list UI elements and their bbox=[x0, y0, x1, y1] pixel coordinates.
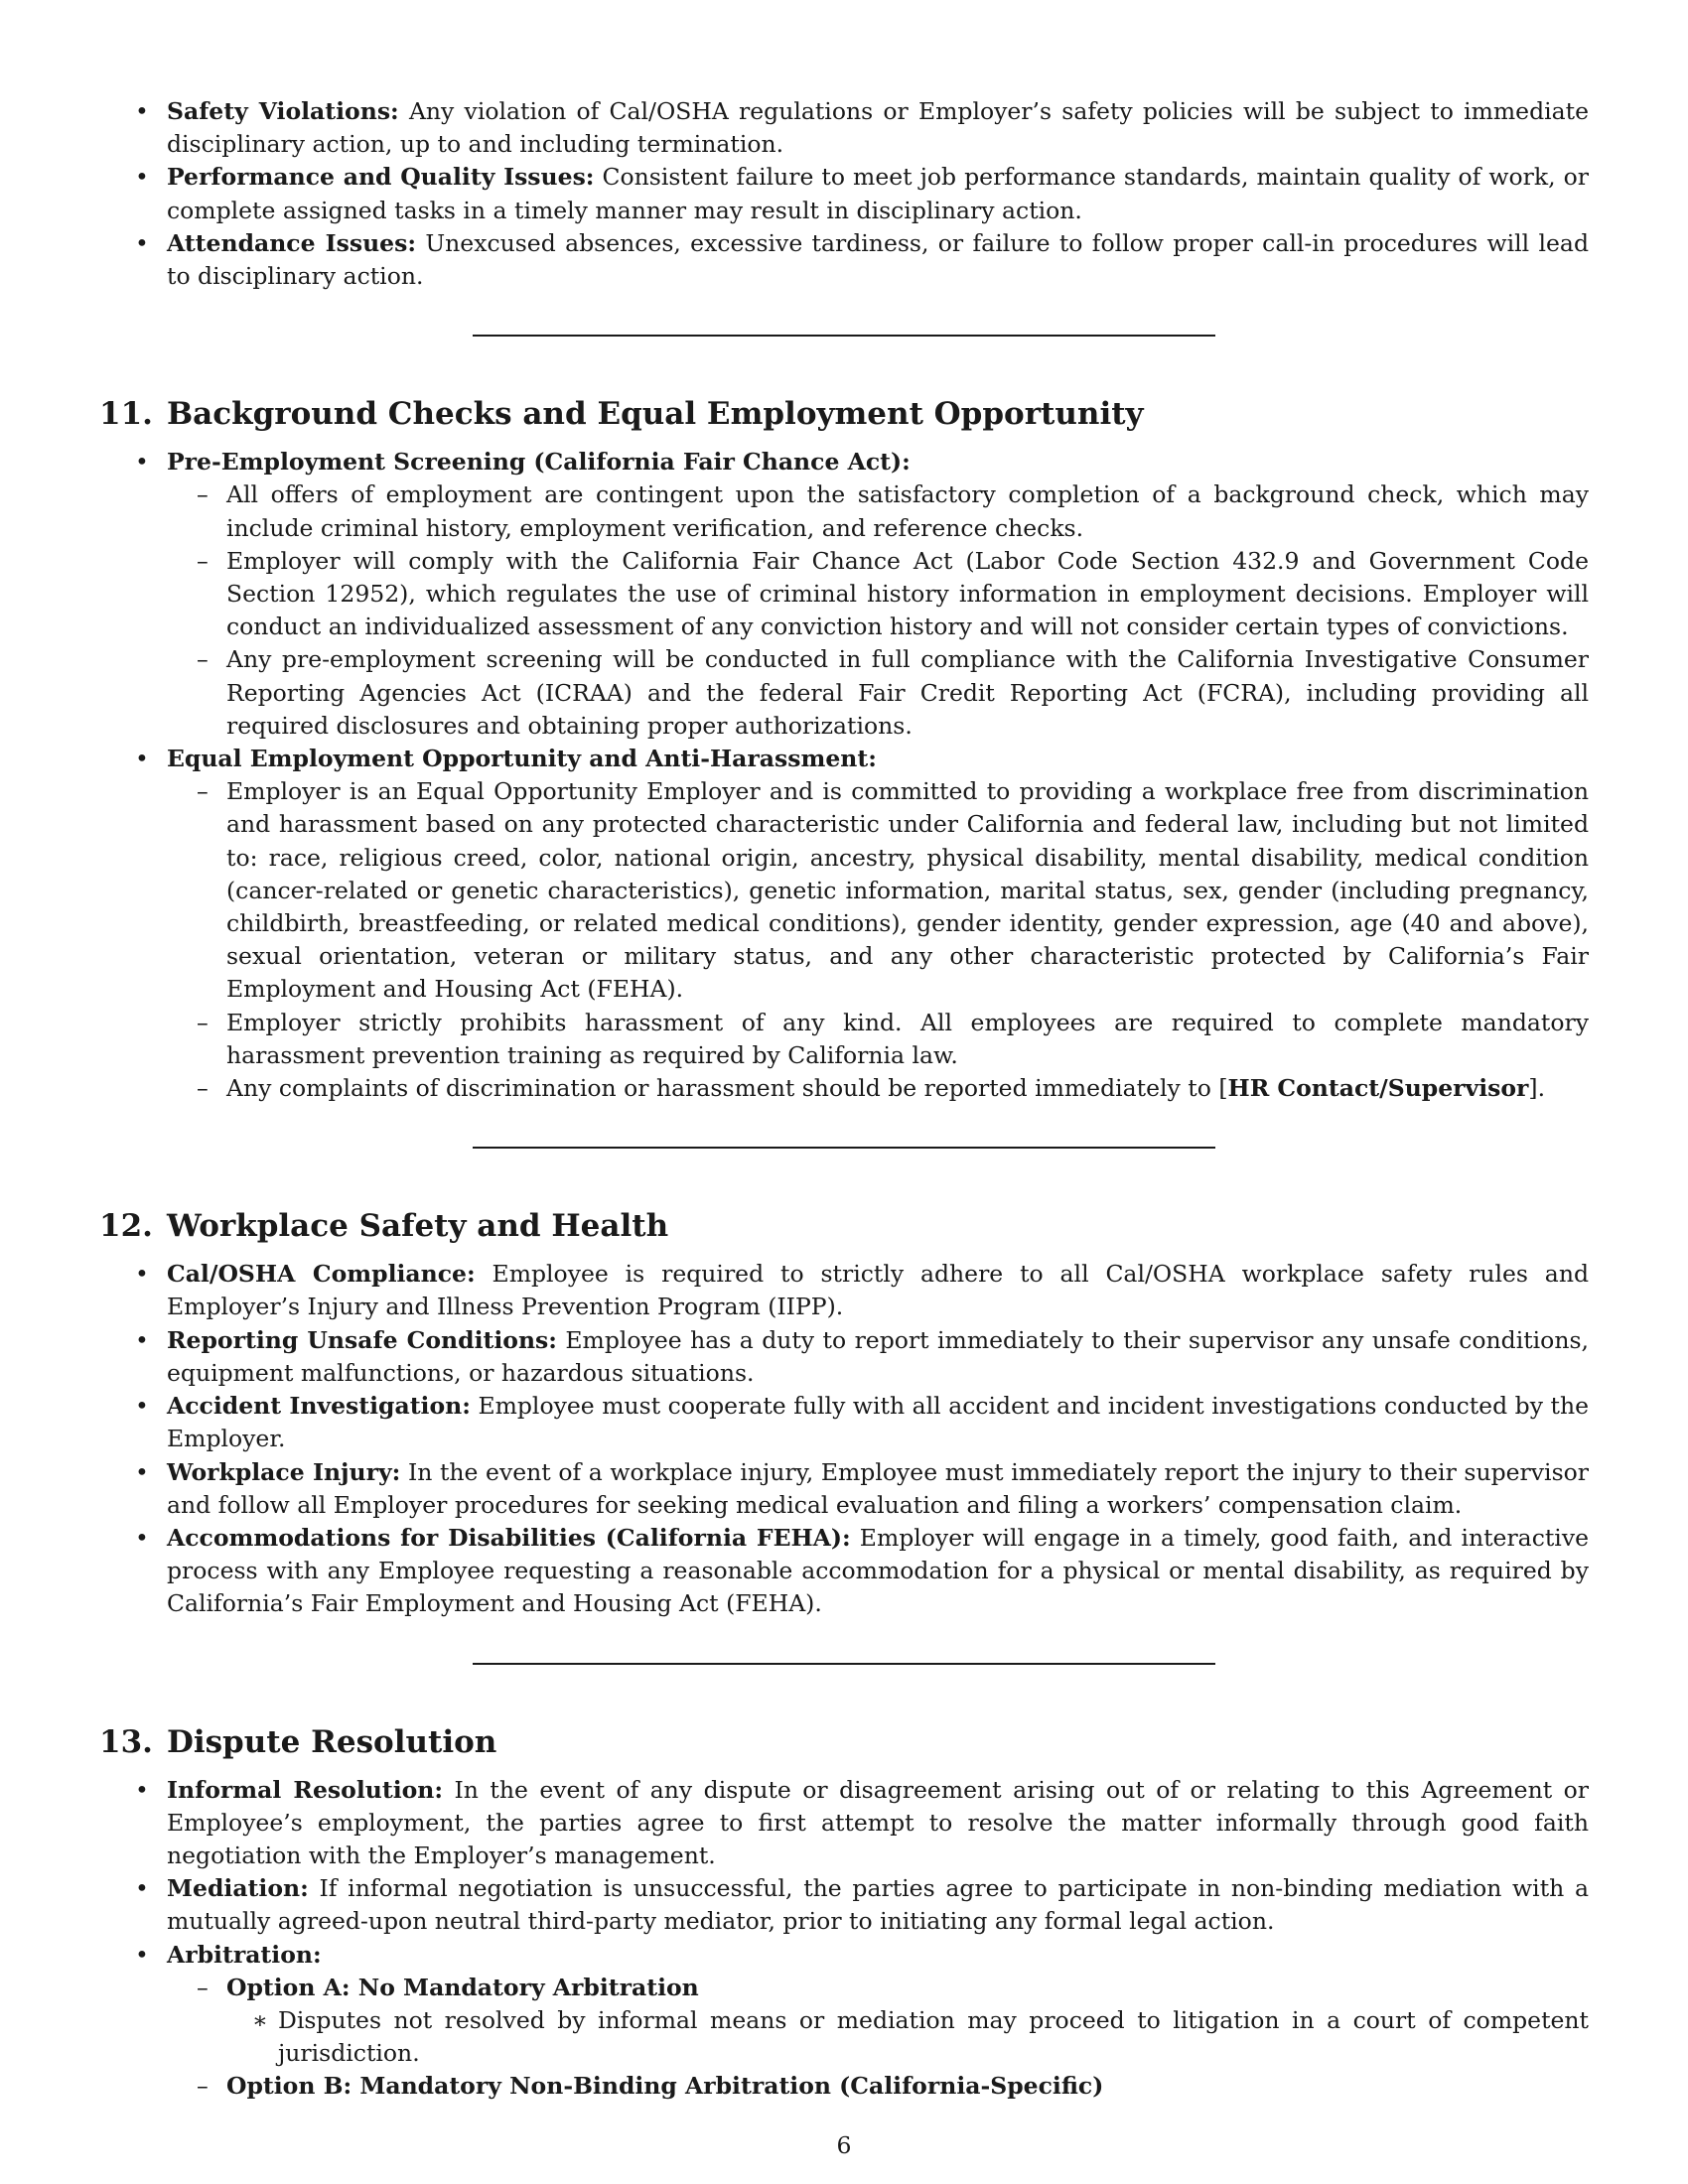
list-item: • Safety Violations: Any violation of Cal/OSHA regulations or Employer’s safety policies will be subject to immediate disciplinary action, up to and including termination. bbox=[99, 95, 1589, 161]
list-item: • Mediation: If informal negotiation is unsuccessful, the parties agree to participate in non-binding mediation with a mutually agreed-upon neutral third-party mediator, prior to initiating any formal legal action. bbox=[99, 1872, 1589, 1938]
sub-list-item: – Option B: Mandatory Non-Binding Arbitration (California-Specific) bbox=[167, 2070, 1589, 2103]
list-item: • Performance and Quality Issues: Consistent failure to meet job performance standards, maintain quality of work, or complete assigned tasks in a timely manner may result in disciplinary action. bbox=[99, 161, 1589, 226]
section-13-list bbox=[99, 1774, 1589, 2104]
sub-list-item: – Employer strictly prohibits harassment of any kind. All employees are required to complete mandatory harassment prevention training as required by California law. bbox=[167, 1007, 1589, 1072]
list-item: • Accident Investigation: Employee must cooperate fully with all accident and incident investigations conducted by the Employer. bbox=[99, 1390, 1589, 1455]
list-item: • Cal/OSHA Compliance: Employee is required to strictly adhere to all Cal/OSHA workplace safety rules and Employer’s Injury and Illness Prevention Program (IIPP). bbox=[99, 1258, 1589, 1323]
sub-list-item: – Any pre-employment screening will be conducted in full compliance with the California Investigative Consumer Reporting Agencies Act (ICRAA) and the federal Fair Credit Reporting Act (FCRA), including providing all required disclosures and obtaining proper authorizations. bbox=[167, 643, 1589, 743]
sub-list-item: – Employer is an Equal Opportunity Employer and is committed to providing a workplace free from discrimination and harassment based on any protected characteristic under California and federal law, including but not limited to: race, religious creed, color, national origin, ancestry, physical disability, mental disability, medical condition (cancer-related or genetic characteristics), genetic information, marital status, sex, gender (including pregnancy, childbirth, breastfeeding, or related medical conditions), gender identity, gender expression, age (40 and above), sexual orientation, veteran or military status, and any other characteristic protected by California’s Fair Employment and Housing Act (FEHA). bbox=[167, 775, 1589, 1006]
section-divider bbox=[473, 1663, 1215, 1665]
sub-list-item: – Employer will comply with the California Fair Chance Act (Labor Code Section 432.9 and Government Code Section 12952), which regulates the use of criminal history information in employment decisions. Employer will conduct an individualized assessment of any conviction history and will not consider certain types of convictions. bbox=[167, 545, 1589, 644]
list-item: • Reporting Unsafe Conditions: Employee has a duty to report immediately to their supervisor any unsafe conditions, equipment malfunctions, or hazardous situations. bbox=[99, 1324, 1589, 1390]
list-item: • Informal Resolution: In the event of any dispute or disagreement arising out of or relating to this Agreement or Employee’s employment, the parties agree to first attempt to resolve the matter informally through good faith negotiation with the Employer’s management. bbox=[99, 1774, 1589, 1873]
section-heading-13: 13. Dispute Resolution bbox=[99, 1723, 497, 1760]
section-11-list bbox=[99, 446, 1589, 1105]
section-heading-12: 12. Workplace Safety and Health bbox=[99, 1208, 669, 1245]
sub-list bbox=[167, 775, 1589, 1105]
section-heading-11: 11. Background Checks and Equal Employment Opportunity bbox=[99, 396, 1144, 433]
sub-list-item: – Any complaints of discrimination or harassment should be reported immediately to [HR Contact/Supervisor]. bbox=[167, 1072, 1589, 1105]
discipline-list bbox=[99, 95, 1589, 293]
list-item: • Attendance Issues: Unexcused absences, excessive tardiness, or failure to follow proper call-in procedures will lead to disciplinary action. bbox=[99, 227, 1589, 293]
list-item: • Workplace Injury: In the event of a workplace injury, Employee must immediately report the injury to their supervisor and follow all Employer procedures for seeking medical evaluation and filing a workers’ compensation claim. bbox=[99, 1456, 1589, 1522]
section-divider bbox=[473, 335, 1215, 337]
sub-sub-list bbox=[226, 2004, 1589, 2070]
list-item: • Accommodations for Disabilities (California FEHA): Employer will engage in a timely, good faith, and interactive process with any Employee requesting a reasonable accommodation for a physical or mental disability, as required by California’s Fair Employment and Housing Act (FEHA). bbox=[99, 1522, 1589, 1621]
sub-list-item: – All offers of employment are contingent upon the satisfactory completion of a background check, which may include criminal history, employment verification, and reference checks. bbox=[167, 478, 1589, 544]
hr-contact-placeholder: HR Contact/Supervisor bbox=[1227, 1074, 1529, 1103]
list-item: • Arbitration: – Option A: No Mandatory Arbitration ∗ Disputes not resolved by informal means or mediation may proceed to litigation in a court of competent jurisdiction. – Option B: Mandatory Non-Binding Arbitration (California-Specific) bbox=[99, 1939, 1589, 2104]
sub-list bbox=[167, 1972, 1589, 2104]
sub-list-item: – Option A: No Mandatory Arbitration ∗ Disputes not resolved by informal means or mediation may proceed to litigation in a court of competent jurisdiction. bbox=[167, 1972, 1589, 2071]
page-number: 6 bbox=[836, 2131, 852, 2159]
list-item: • Equal Employment Opportunity and Anti-Harassment: – Employer is an Equal Opportunity Employer and is committed to providing a workplace free from discrimination and harassment based on any protected characteristic under California and federal law, including but not limited to: race, religious creed, color, national origin, ancestry, physical disability, mental disability, medical condition (cancer-related or genetic characteristics), genetic information, marital status, sex, gender (including pregnancy, childbirth, breastfeeding, or related medical conditions), gender identity, gender expression, age (40 and above), sexual orientation, veteran or military status, and any other characteristic protected by California’s Fair Employment and Housing Act (FEHA). – Employer strictly prohibits harassment of any kind. All employees are required to complete mandatory harassment prevention training as required by California law. – Any complaints of discrimination or harassment should be reported immediately to [HR Contact/Supervisor]. bbox=[99, 743, 1589, 1105]
section-12-list bbox=[99, 1258, 1589, 1620]
sub-sub-list-item: ∗ Disputes not resolved by informal means or mediation may proceed to litigation in a court of competent jurisdiction. bbox=[226, 2004, 1589, 2070]
sub-list bbox=[167, 478, 1589, 743]
list-item: • Pre-Employment Screening (California Fair Chance Act): – All offers of employment are contingent upon the satisfactory completion of a background check, which may include criminal history, employment verification, and reference checks. – Employer will comply with the California Fair Chance Act (Labor Code Section 432.9 and Government Code Section 12952), which regulates the use of criminal history information in employment decisions. Employer will conduct an individualized assessment of any conviction history and will not consider certain types of convictions. – Any pre-employment screening will be conducted in full compliance with the California Investigative Consumer Reporting Agencies Act (ICRAA) and the federal Fair Credit Reporting Act (FCRA), including providing all required disclosures and obtaining proper authorizations. bbox=[99, 446, 1589, 743]
section-divider bbox=[473, 1147, 1215, 1149]
